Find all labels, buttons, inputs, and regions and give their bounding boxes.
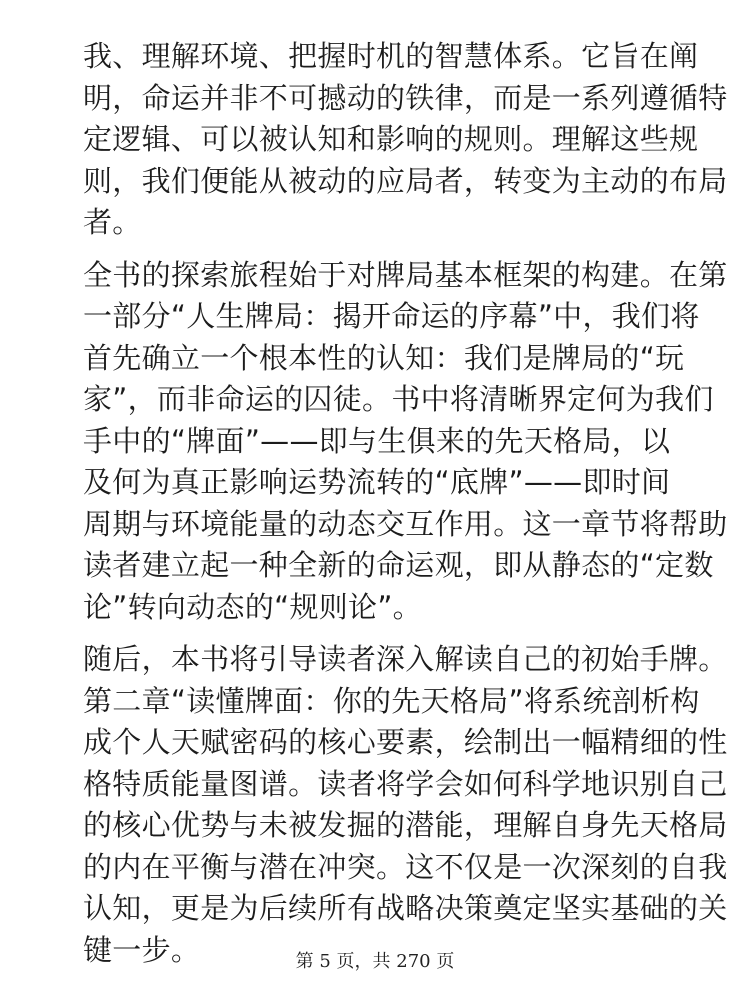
text-line: 手中的“牌面”——即与生俱来的先天格局，以 bbox=[83, 423, 671, 458]
text-line: 随后，本书将引导读者深入解读自己的初始手牌。 bbox=[83, 642, 728, 676]
text-line: 首先确立一个根本性的认知：我们是牌局的“玩 bbox=[83, 340, 685, 375]
text-line: 格特质能量图谱。读者将学会如何科学地识别自己 bbox=[83, 766, 728, 801]
text-line: 家”，而非命运的囚徒。书中将清晰界定何为我们 bbox=[83, 382, 714, 416]
paragraph-3 bbox=[83, 639, 728, 971]
page-number: 第 5 页，共 270 页 bbox=[295, 951, 455, 972]
text-line: 读者建立起一种全新的命运观，即从静态的“定数 bbox=[83, 548, 714, 582]
text-line: 定逻辑、可以被认知和影响的规则。理解这些规 bbox=[83, 122, 699, 156]
text-line: 周期与环境能量的动态交互作用。这一章节将帮助 bbox=[83, 506, 728, 541]
text-line: 的核心优势与未被发掘的潜能，理解自身先天格局 bbox=[83, 808, 728, 842]
paragraph-1 bbox=[83, 36, 728, 244]
text-line: 我、理解环境、把握时机的智慧体系。它旨在阐 bbox=[83, 39, 699, 73]
text-line: 第二章“读懂牌面：你的先天格局”将系统剖析构 bbox=[83, 683, 700, 718]
text-line: 的内在平衡与潜在冲突。这不仅是一次深刻的自我 bbox=[83, 849, 728, 884]
text-line: 一部分“人生牌局：揭开命运的序幕”中，我们将 bbox=[83, 299, 700, 333]
text-line: 成个人天赋密码的核心要素，绘制出一幅精细的性 bbox=[83, 725, 728, 759]
text-line: 明，命运并非不可撼动的铁律，而是一系列遵循特 bbox=[83, 80, 728, 115]
text-line: 则，我们便能从被动的应局者，转变为主动的布局 bbox=[83, 163, 728, 198]
document-body bbox=[83, 36, 728, 971]
text-line: 者。 bbox=[83, 205, 142, 239]
text-line: 全书的探索旅程始于对牌局基本框架的构建。在第 bbox=[83, 257, 728, 292]
text-line: 及何为真正影响运势流转的“底牌”——即时间 bbox=[83, 465, 671, 499]
paragraph-2 bbox=[83, 255, 728, 629]
text-line: 论”转向动态的“规则论”。 bbox=[83, 589, 422, 624]
text-line: 认知，更是为后续所有战略决策奠定坚实基础的关 bbox=[83, 891, 728, 925]
text-line: 键一步。 bbox=[83, 932, 201, 967]
